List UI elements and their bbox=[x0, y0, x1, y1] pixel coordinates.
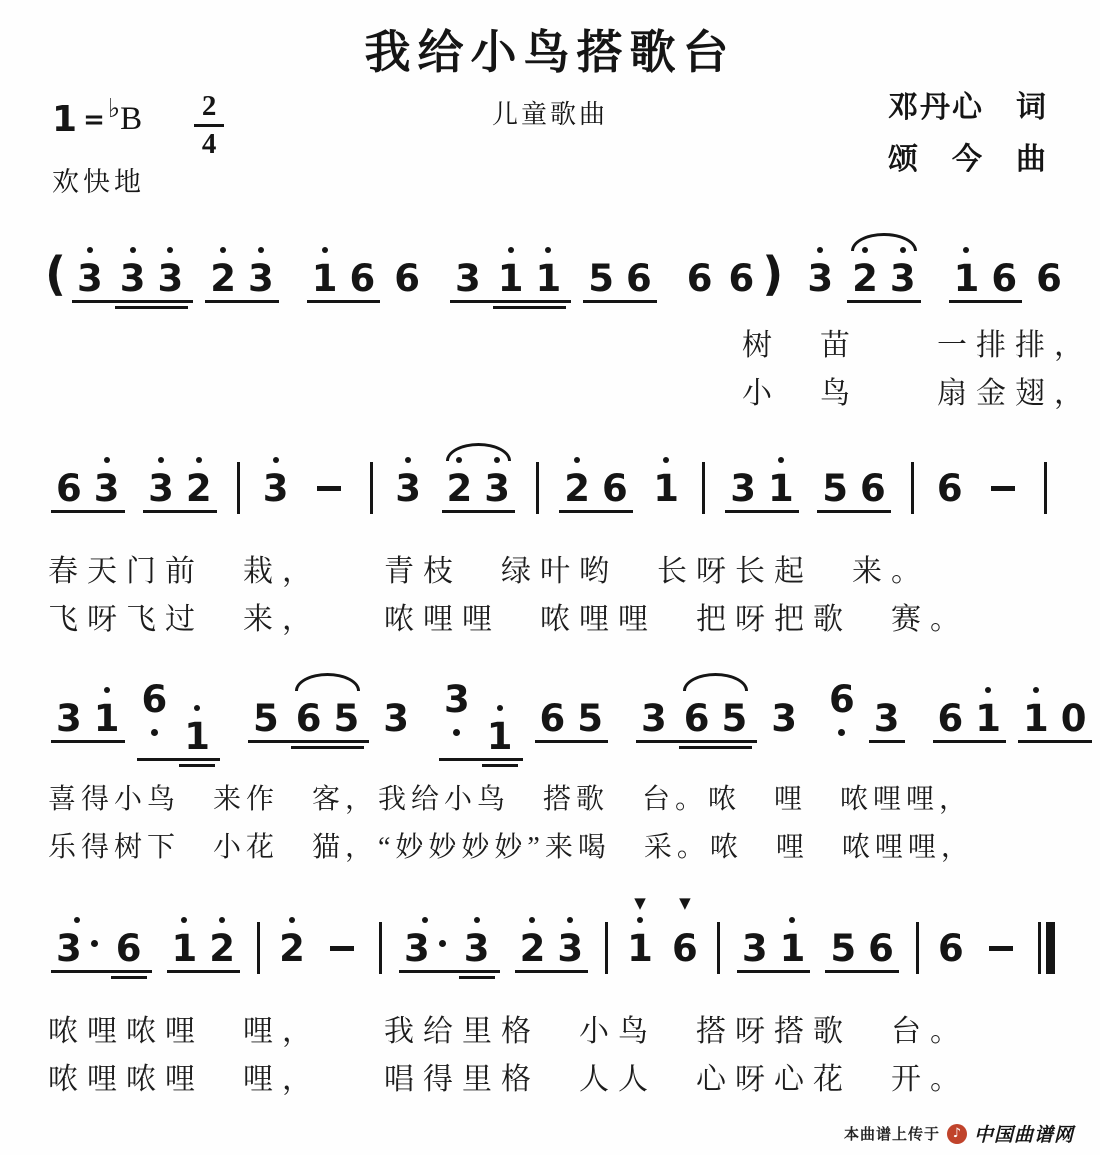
barline bbox=[536, 462, 539, 514]
octave-dot-icon bbox=[1033, 687, 1039, 693]
beam-underline bbox=[817, 510, 891, 513]
beam-group bbox=[136, 678, 222, 758]
jianpu-note: 0 bbox=[1060, 696, 1087, 740]
beam-group bbox=[458, 926, 496, 970]
jianpu-note: 3 bbox=[120, 260, 146, 297]
composer-credit: 颂 今 曲 bbox=[888, 143, 1048, 176]
jianpu-note: 3 bbox=[873, 696, 900, 740]
octave-dot-icon bbox=[104, 687, 110, 693]
octave-dot-icon bbox=[963, 247, 969, 253]
jianpu-note: 1 bbox=[94, 700, 120, 737]
jianpu-note: 1 bbox=[487, 718, 513, 755]
key-equals: = bbox=[83, 104, 105, 135]
lyrics-system-3 bbox=[48, 776, 974, 872]
beam-group bbox=[514, 926, 590, 970]
octave-dot-icon bbox=[545, 247, 551, 253]
beam-group bbox=[1017, 696, 1093, 740]
beam-underline bbox=[825, 970, 899, 973]
lyrics-row: 春天门前 栽， 青枝 绿叶哟 长呀长起 来。 bbox=[48, 555, 930, 588]
beam-group bbox=[678, 696, 754, 740]
jianpu-note: 3 bbox=[890, 260, 916, 297]
jianpu-note: 3 bbox=[484, 470, 510, 507]
octave-dot-icon bbox=[220, 247, 226, 253]
beam-group bbox=[306, 256, 382, 300]
octave-dot-icon bbox=[181, 917, 187, 923]
tempo-marking: 欢快地 bbox=[52, 167, 145, 198]
barline bbox=[702, 462, 705, 514]
barline bbox=[605, 922, 608, 974]
jianpu-note: 1 ▼ bbox=[627, 893, 653, 970]
jianpu-note: 1 bbox=[184, 718, 210, 755]
beam-group bbox=[724, 466, 800, 510]
jianpu-note: 3 bbox=[158, 260, 184, 297]
beam-group bbox=[449, 256, 572, 300]
barline bbox=[370, 462, 373, 514]
music-system-4 bbox=[45, 893, 1055, 974]
flat-icon: ♭ bbox=[107, 93, 121, 123]
jianpu-note: 1 bbox=[768, 470, 794, 507]
jianpu-note: 1 bbox=[975, 700, 1001, 737]
beam-underline bbox=[1018, 740, 1092, 743]
half-note-dash bbox=[317, 486, 341, 491]
beam-group bbox=[71, 256, 194, 300]
jianpu-note: 3 bbox=[404, 930, 447, 967]
jianpu-note: 1 bbox=[954, 260, 980, 297]
jianpu-note: 1 bbox=[312, 260, 338, 297]
jianpu-note: 1 bbox=[498, 260, 524, 297]
lyrics-system-1 bbox=[742, 322, 1093, 418]
octave-dot-icon bbox=[322, 247, 328, 253]
augmentation-dot-icon bbox=[151, 729, 158, 736]
beam-underline bbox=[205, 300, 279, 303]
beam-group bbox=[178, 715, 216, 758]
barline bbox=[379, 922, 382, 974]
meter-numerator: 2 bbox=[201, 90, 217, 122]
augmentation-dot-icon bbox=[91, 940, 98, 947]
lyrics-row: 喜得小鸟 来作 客，我给小鸟 搭歌 台。哝 哩 哝哩哩， bbox=[48, 784, 973, 815]
key-signature bbox=[52, 86, 224, 160]
accent-icon: ▼ bbox=[679, 893, 691, 912]
beam-group bbox=[438, 678, 524, 758]
jianpu-note: 6 bbox=[349, 256, 376, 300]
jianpu-note: 6 bbox=[683, 696, 710, 740]
beam-underline bbox=[535, 740, 609, 743]
octave-dot-icon bbox=[196, 457, 202, 463]
beam-group bbox=[481, 715, 519, 758]
jianpu-note: 3 bbox=[248, 260, 274, 297]
jianpu-note: 2 bbox=[564, 470, 590, 507]
open-paren: ( bbox=[45, 247, 67, 301]
lyrics-row: 哝哩哝哩 哩， 我给里格 小鸟 搭呀搭歌 台。 bbox=[48, 1015, 969, 1048]
beam-underline bbox=[137, 758, 221, 761]
jianpu-note: 6 bbox=[539, 696, 566, 740]
beam-group bbox=[816, 466, 892, 510]
beam-underline bbox=[291, 746, 365, 749]
beam-underline bbox=[949, 300, 1023, 303]
jianpu-note: 6 bbox=[394, 256, 421, 300]
jianpu-note: 6 bbox=[829, 681, 855, 755]
jianpu-note: 2 bbox=[186, 470, 212, 507]
jianpu-note: 3 bbox=[56, 930, 99, 967]
beam-underline bbox=[248, 740, 369, 743]
octave-dot-icon bbox=[258, 247, 264, 253]
beam-group bbox=[110, 926, 148, 970]
jianpu-note: 6 bbox=[860, 466, 886, 510]
octave-dot-icon bbox=[663, 457, 669, 463]
time-signature bbox=[194, 92, 224, 159]
jianpu-note: 3 bbox=[771, 696, 797, 740]
beam-group bbox=[558, 466, 634, 510]
octave-dot-icon bbox=[273, 457, 279, 463]
beam-underline bbox=[179, 764, 215, 767]
jianpu-note: 1 bbox=[653, 470, 679, 507]
lyrics-system-2 bbox=[48, 548, 969, 644]
jianpu-note: 3 bbox=[455, 256, 481, 300]
octave-dot-icon bbox=[219, 917, 225, 923]
jianpu-note: 5 bbox=[333, 696, 360, 740]
beam-underline bbox=[72, 300, 193, 303]
slur-arc bbox=[295, 673, 361, 691]
lyrics-row: 乐得树下 小花 猫，“妙妙妙妙”来喝 采。哝 哩 哝哩哩， bbox=[48, 832, 974, 863]
beam-underline bbox=[636, 740, 757, 743]
beam-underline bbox=[679, 746, 753, 749]
beam-underline bbox=[307, 300, 381, 303]
jianpu-note: 6 bbox=[868, 926, 894, 970]
beam-group bbox=[142, 466, 218, 510]
jianpu-note: 2 bbox=[279, 930, 305, 967]
beam-underline bbox=[399, 970, 500, 973]
upload-note-text: 本曲谱上传于 bbox=[843, 1125, 940, 1143]
octave-dot-icon bbox=[508, 247, 514, 253]
final-barline bbox=[1038, 922, 1055, 974]
jianpu-note: 6 bbox=[601, 466, 628, 510]
jianpu-note: 1 bbox=[780, 930, 806, 967]
jianpu-note: 2 bbox=[210, 260, 236, 297]
jianpu-note: 6 bbox=[936, 466, 963, 510]
key-tonic-letter: B bbox=[120, 101, 143, 137]
music-system-1 bbox=[45, 247, 1062, 304]
jianpu-note: 6 bbox=[142, 681, 168, 755]
beam-underline bbox=[450, 300, 571, 303]
beam-underline bbox=[725, 510, 799, 513]
beam-underline bbox=[583, 300, 657, 303]
jianpu-note: 3 bbox=[263, 470, 289, 507]
beam-underline bbox=[515, 970, 589, 973]
beam-group bbox=[50, 696, 126, 740]
octave-dot-icon bbox=[529, 917, 535, 923]
final-barline-thick bbox=[1046, 922, 1055, 974]
beam-group bbox=[846, 256, 922, 300]
octave-dot-icon bbox=[985, 687, 991, 693]
octave-dot-icon bbox=[104, 457, 110, 463]
song-genre: 儿童歌曲 bbox=[491, 100, 608, 130]
beam-group bbox=[50, 926, 153, 970]
beam-group bbox=[824, 926, 900, 970]
beam-underline bbox=[51, 510, 125, 513]
jianpu-note: 3 bbox=[148, 470, 174, 507]
final-barline-thin bbox=[1038, 922, 1041, 974]
accent-icon: ▼ bbox=[634, 893, 646, 912]
octave-dot-icon bbox=[474, 917, 480, 923]
beam-underline bbox=[847, 300, 921, 303]
lyrics-row: 树 苗 一排排， bbox=[742, 329, 1093, 362]
close-paren: ) bbox=[762, 247, 784, 301]
beam-underline bbox=[143, 510, 217, 513]
beam-group bbox=[204, 256, 280, 300]
jianpu-note: 3 bbox=[444, 681, 470, 755]
jianpu-note: 3 bbox=[464, 930, 490, 967]
lyricist-credit: 邓丹心 词 bbox=[888, 91, 1048, 124]
beam-underline bbox=[869, 740, 905, 743]
beam-group bbox=[868, 696, 906, 740]
beam-group bbox=[736, 926, 812, 970]
octave-dot-icon bbox=[817, 247, 823, 253]
octave-dot-icon bbox=[167, 247, 173, 253]
beam-underline bbox=[459, 976, 495, 979]
lyrics-row: 小 鸟 扇金翅， bbox=[742, 377, 1093, 410]
jianpu-note: 6 bbox=[937, 696, 964, 740]
jianpu-note: 3 bbox=[741, 926, 768, 970]
meter-denominator: 4 bbox=[201, 128, 217, 160]
lyrics-row: 飞呀飞过 来， 哝哩哩 哝哩哩 把呀把歌 赛。 bbox=[48, 603, 969, 636]
jianpu-note: 6 bbox=[295, 696, 322, 740]
watermark bbox=[844, 1120, 1074, 1147]
octave-dot-icon bbox=[574, 457, 580, 463]
beam-group bbox=[166, 926, 242, 970]
beam-underline bbox=[482, 764, 518, 767]
octave-dot-icon bbox=[637, 917, 643, 923]
jianpu-note: 3 bbox=[77, 260, 103, 297]
music-system-2 bbox=[45, 462, 1055, 514]
beam-group bbox=[50, 466, 126, 510]
beam-underline bbox=[51, 740, 125, 743]
jianpu-note: 3 bbox=[56, 696, 82, 740]
jianpu-note: 6 bbox=[115, 926, 142, 970]
beam-group bbox=[932, 696, 1008, 740]
jianpu-note: 5 bbox=[588, 256, 615, 300]
jianpu-note: 6 ▼ bbox=[671, 893, 698, 970]
jianpu-note: 6 bbox=[626, 256, 652, 300]
beam-underline bbox=[559, 510, 633, 513]
key-tonic-number: 1 bbox=[52, 99, 78, 140]
beam-group bbox=[582, 256, 658, 300]
half-note-dash bbox=[991, 486, 1015, 491]
jianpu-note: 3 bbox=[807, 260, 833, 297]
beam-group bbox=[534, 696, 610, 740]
lyrics-system-4 bbox=[48, 1008, 969, 1104]
slur-arc bbox=[851, 233, 917, 251]
jianpu-note: 5 bbox=[822, 466, 849, 510]
octave-dot-icon bbox=[158, 457, 164, 463]
jianpu-note: 3 bbox=[383, 696, 409, 740]
barline bbox=[237, 462, 240, 514]
beam-group bbox=[441, 466, 517, 510]
octave-dot-icon bbox=[194, 705, 200, 711]
beam-underline bbox=[933, 740, 1007, 743]
barline bbox=[717, 922, 720, 974]
half-note-dash bbox=[989, 946, 1013, 951]
jianpu-note: 5 bbox=[721, 696, 748, 740]
octave-dot-icon bbox=[422, 917, 428, 923]
beam-group bbox=[247, 696, 370, 740]
site-name-part1: 中国 bbox=[973, 1124, 1014, 1146]
beam-underline bbox=[439, 758, 523, 761]
beam-underline bbox=[51, 970, 152, 973]
meter-fraction-bar bbox=[194, 124, 224, 127]
page-title: 我给小鸟搭歌台 bbox=[364, 25, 736, 79]
octave-dot-icon bbox=[789, 917, 795, 923]
beam-underline bbox=[493, 306, 567, 309]
jianpu-note: 2 bbox=[209, 930, 235, 967]
beam-group bbox=[290, 696, 366, 740]
jianpu-note: 6 bbox=[937, 926, 964, 970]
jianpu-note: 3 bbox=[557, 930, 583, 967]
augmentation-dot-icon bbox=[838, 729, 845, 736]
beam-underline bbox=[111, 976, 147, 979]
jianpu-note: 3 bbox=[730, 466, 756, 510]
jianpu-note: 5 bbox=[253, 696, 279, 740]
jianpu-note: 6 bbox=[56, 466, 82, 510]
jianpu-note: 2 bbox=[520, 930, 546, 967]
augmentation-dot-icon bbox=[439, 940, 446, 947]
slur-arc bbox=[446, 443, 512, 461]
barline bbox=[916, 922, 919, 974]
octave-dot-icon bbox=[497, 705, 503, 711]
half-note-dash bbox=[330, 946, 354, 951]
site-name-part3: 网 bbox=[1053, 1124, 1074, 1146]
jianpu-note: 5 bbox=[830, 926, 857, 970]
octave-dot-icon bbox=[289, 917, 295, 923]
beam-underline bbox=[167, 970, 241, 973]
beam-group bbox=[492, 256, 568, 300]
octave-dot-icon bbox=[74, 917, 80, 923]
beam-underline bbox=[442, 510, 516, 513]
octave-dot-icon bbox=[567, 917, 573, 923]
octave-dot-icon bbox=[87, 247, 93, 253]
beam-underline bbox=[115, 306, 189, 309]
jianpu-note: 6 bbox=[1036, 256, 1062, 300]
octave-dot-icon bbox=[405, 457, 411, 463]
barline bbox=[257, 922, 260, 974]
jianpu-note: 3 bbox=[94, 470, 120, 507]
slur-arc bbox=[683, 673, 749, 691]
site-logo-icon: ♪ bbox=[947, 1124, 967, 1144]
jianpu-note: 6 bbox=[728, 256, 755, 300]
augmentation-dot-icon bbox=[453, 729, 460, 736]
barline bbox=[1044, 462, 1047, 514]
beam-group bbox=[114, 256, 190, 300]
beam-group bbox=[948, 256, 1024, 300]
site-name-part2: 曲谱 bbox=[1013, 1124, 1054, 1146]
beam-underline bbox=[737, 970, 811, 973]
jianpu-note: 2 bbox=[447, 470, 473, 507]
beam-group bbox=[398, 926, 501, 970]
lyrics-row: 哝哩哝哩 哩， 唱得里格 人人 心呀心花 开。 bbox=[48, 1063, 969, 1096]
barline bbox=[911, 462, 914, 514]
octave-dot-icon bbox=[778, 457, 784, 463]
beam-group bbox=[635, 696, 758, 740]
jianpu-note: 5 bbox=[577, 696, 603, 740]
jianpu-note: 2 bbox=[852, 260, 878, 297]
jianpu-note: 3 bbox=[395, 470, 421, 507]
jianpu-note: 1 bbox=[172, 930, 198, 967]
jianpu-note: 1 bbox=[1023, 700, 1049, 737]
site-name bbox=[974, 1120, 1074, 1147]
jianpu-note: 3 bbox=[641, 696, 667, 740]
octave-dot-icon bbox=[130, 247, 136, 253]
credits bbox=[888, 82, 1048, 186]
jianpu-note: 1 bbox=[536, 260, 562, 297]
music-system-3 bbox=[45, 678, 1087, 758]
jianpu-note: 6 bbox=[991, 256, 1018, 300]
jianpu-note: 6 bbox=[686, 256, 713, 300]
